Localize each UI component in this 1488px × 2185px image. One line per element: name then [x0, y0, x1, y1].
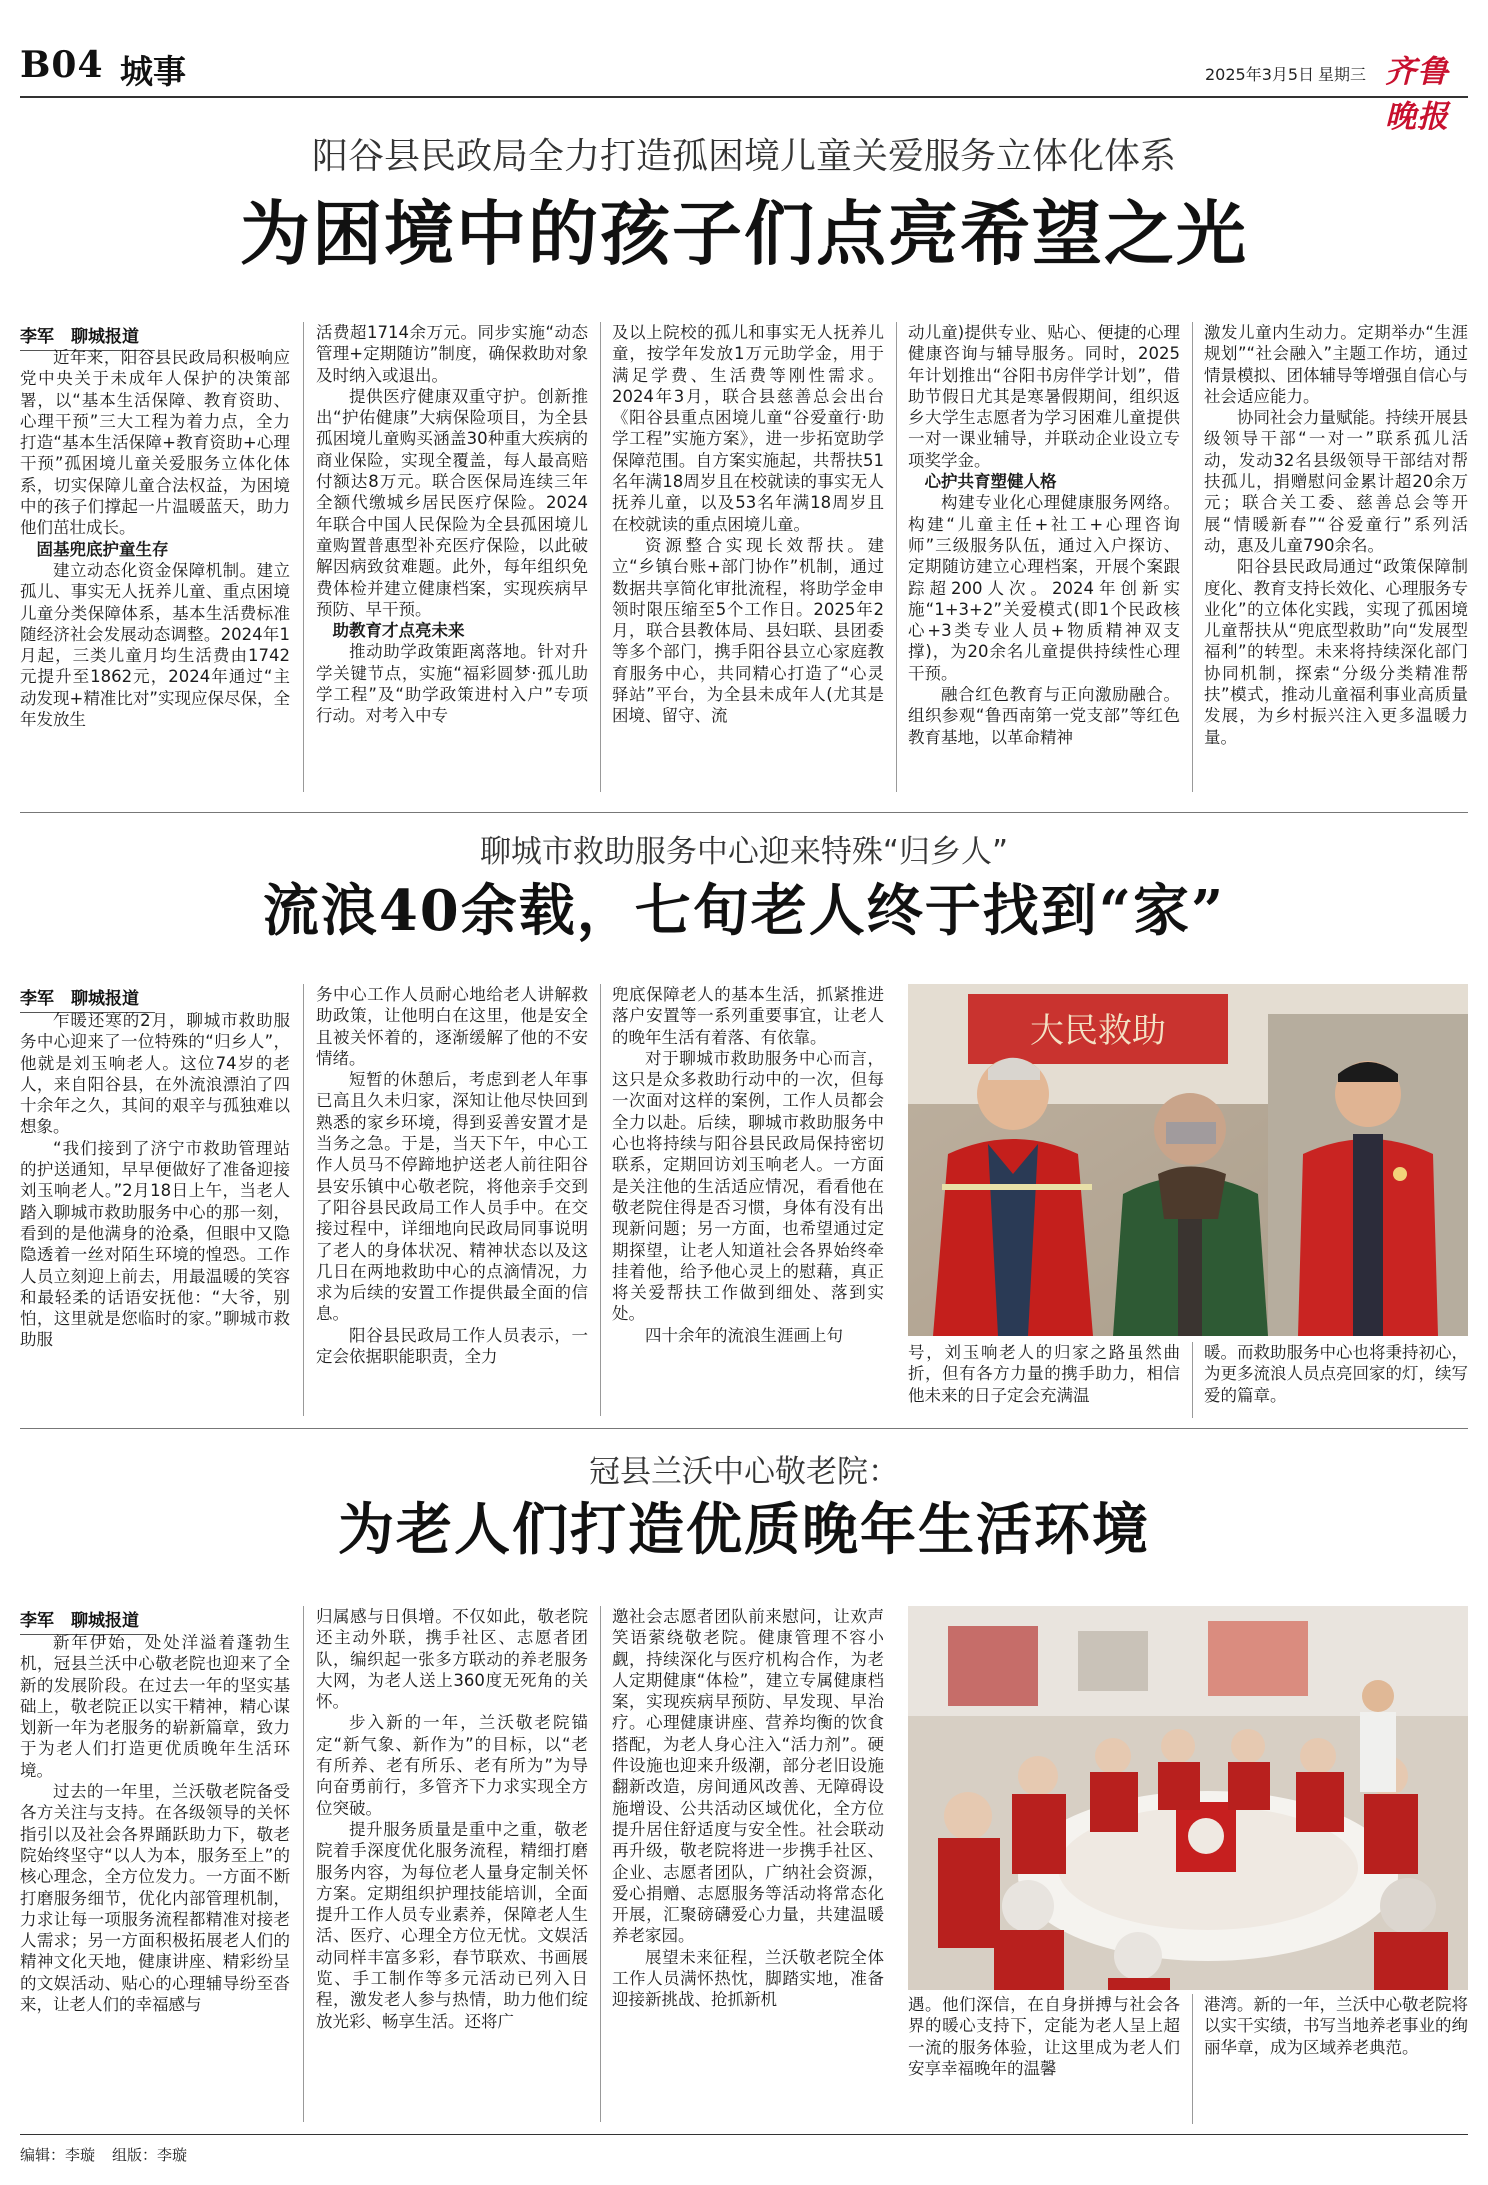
body-paragraph: 暖。而救助服务中心也将秉持初心，为更多流浪人员点亮回家的灯，续写爱的篇章。	[1204, 1343, 1468, 1405]
article2-column-1	[20, 1010, 290, 1420]
body-paragraph: 四十余年的流浪生涯画上句	[645, 1325, 843, 1345]
article2-byline: 李军 聊城报道	[20, 984, 155, 1013]
body-paragraph: 兜底保障老人的基本生活，抓紧推进落户安置等一系列重要事宜，让老人的晚年生活有着落、有依靠。	[612, 985, 884, 1047]
column-divider	[303, 984, 304, 1416]
body-paragraph: 号，刘玉响老人的归家之路虽然曲折，但有各方力量的携手助力，相信他未来的日子定会充满温	[908, 1343, 1180, 1405]
body-paragraph: 融合红色教育与正向激励融合。组织参观“鲁西南第一党支部”等红色教育基地，以革命精神	[908, 685, 1180, 747]
section-name: 城事	[120, 52, 186, 91]
section-subheading: 固基兜底护童生存	[36, 539, 169, 559]
body-paragraph: 动儿童)提供专业、贴心、便捷的心理健康咨询与辅导服务。同时，2025年计划推出“谷阳书房伴学计划”，借助节假日尤其是寒暑假期间，组织返乡大学生志愿者为学习困难儿童提供一对一课业辅导，并联动企业设立专项奖学金。	[908, 323, 1180, 470]
editor-credit: 编辑：李璇	[20, 2146, 96, 2164]
section-subheading: 心护共育塑健人格	[924, 472, 1057, 492]
column-divider	[600, 322, 601, 792]
article-separator	[20, 812, 1468, 813]
article3-column-2	[316, 1606, 588, 2128]
article3-headline: 为老人们打造优质晚年生活环境	[338, 1497, 1150, 1563]
body-paragraph: 步入新的一年，兰沃敬老院锚定“新气象、新作为”的目标，以“老有所养、老有所乐、老有所为”为导向奋勇前行，多管齐下力求实现全方位突破。	[316, 1713, 588, 1818]
photo-sign-text: 大民救助	[1030, 1011, 1166, 1051]
body-paragraph: 协同社会力量赋能。持续开展县级领导干部“一对一”联系孤儿活动，发动32名县级领导干部结对帮扶孤儿，捐赠慰问金累计超20余万元；联合关工委、慈善总会等开展“情暖新春”“谷爱童行”系列活动，惠及儿童790余名。	[1204, 408, 1468, 555]
body-paragraph: 提升服务质量是重中之重，敬老院着手深度优化服务流程，精细打磨服务内容，为每位老人量身定制关怀方案。定期组织护理技能培训，全面提升工作人员专业素养，保障老人生活、医疗、心理全方位无忧。文娱活动同样丰富多彩，春节联欢、书画展览、手工制作等多元活动已列入日程，激发老人参与热情，助力他们绽放光彩、畅享生活。还将广	[316, 1819, 588, 2031]
body-paragraph: 港湾。新的一年，兰沃中心敬老院将以实干实绩，书写当地养老事业的绚丽华章，成为区域养老典范。	[1204, 1995, 1468, 2057]
article1-kicker: 阳谷县民政局全力打造孤困境儿童关爱服务立体化体系	[311, 136, 1176, 177]
body-paragraph: 激发儿童内生动力。定期举办“生涯规划”“社会融入”主题工作坊，通过情景模拟、团体辅导等增强自信心与社会适应能力。	[1204, 323, 1468, 406]
body-paragraph: 及以上院校的孤儿和事实无人抚养儿童，按学年发放1万元助学金，用于满足学费、生活费等刚性需求。2024年3月，联合县慈善总会出台《阳谷县重点困境儿童“谷爱童行·助学工程”实施方案》，进一步拓宽助学保障范围。自方案实施起，共帮扶51名年满18周岁且在校就读的事实无人抚养儿童，以及53名年满18周岁且在校就读的重点困境儿童。	[612, 323, 884, 534]
body-paragraph: 过去的一年里，兰沃敬老院备受各方关注与支持。在各级领导的关怀指引以及社会各界踊跃助力下，敬老院始终坚守“以人为本，服务至上”的核心理念，全方位发力。一方面不断打磨服务细节，优化内部管理机制，力求让每一项服务流程都精准对接老人需求；另一方面积极拓展老人们的精神文化天地，健康讲座、精彩纷呈的文娱活动、贴心的心理辅导纷至沓来，让老人们的幸福感与	[20, 1782, 290, 2015]
issue-weekday: 星期三	[1318, 65, 1367, 84]
article2-column-5	[1204, 1342, 1468, 1420]
article3-column-3	[612, 1606, 884, 2128]
article2-column-2	[316, 984, 588, 1420]
body-paragraph: 提供医疗健康双重守护。创新推出“护佑健康”大病保险项目，为全县孤困境儿童购买涵盖30种重大疾病的商业保险，实现全覆盖，每人最高赔付额达8万元。联合医保局连续三年全额代缴城乡居民医疗保险。2024年联合中国人民保险为全县孤困境儿童购置普惠型补充医疗保险，以此破解因病致贫难题。此外，每年组织免费体检并建立健康档案，实现疾病早预防、早干预。	[316, 386, 588, 619]
column-divider	[1192, 322, 1193, 792]
article1-column-2	[316, 322, 588, 802]
rescue-center-photo	[908, 984, 1468, 1336]
column-divider	[896, 322, 897, 792]
column-divider	[303, 1606, 304, 2122]
body-paragraph: 建立动态化资金保障机制。建立孤儿、事实无人抚养儿童、重点困境儿童分类保障体系，基本生活费标准随经济社会发展动态调整。2024年1月起，三类儿童月均生活费由1742元提升至1862元，2024年通过“主动发现+精准比对”实现应保尽保，全年发放生	[20, 560, 290, 730]
layout-credit: 组版：李璇	[112, 2146, 188, 2164]
page-number: B04	[20, 44, 104, 86]
body-paragraph: 活费超1714余万元。同步实施“动态管理+定期随访”制度，确保救助对象及时纳入或退出。	[316, 323, 588, 385]
body-paragraph: 构建专业化心理健康服务网络。构建“儿童主任+社工+心理咨询师”三级服务队伍，通过入户探访、定期随访建立心理档案，开展个案跟踪超200人次。2024年创新实施“1+3+2”关爱模式(即1个民政核心+3类专业人员+物质精神双支撑)，为20余名儿童提供持续性心理干预。	[908, 493, 1180, 683]
article3-kicker: 冠县兰沃中心敬老院：	[589, 1454, 899, 1490]
article2-headline: 流浪40余载，七旬老人终于找到“家”	[262, 878, 1226, 944]
body-paragraph: 邀社会志愿者团队前来慰问，让欢声笑语萦绕敬老院。健康管理不容小觑，持续深化与医疗机构合作，为老人定期健康“体检”，建立专属健康档案，实现疾病早预防、早发现、早治疗。心理健康讲座、营养均衡的饮食搭配，为老人身心注入“活力剂”。硬件设施也迎来升级潮，部分老旧设施翻新改造，房间通风改善、无障碍设施增设、公共活动区域优化，全方位提升居住舒适度与安全性。社会联动再升级，敬老院将进一步携手社区、企业、志愿者团队，广纳社会资源，爱心捐赠、志愿服务等活动将常态化开展，汇聚磅礴爱心力量，共建温暖养老家园。	[612, 1607, 884, 1946]
body-paragraph: 遇。他们深信，在自身拼搏与社会各界的暖心支持下，定能为老人呈上超一流的服务体验，让这里成为老人们安享幸福晚年的温馨	[908, 1995, 1180, 2078]
column-divider	[1192, 1342, 1193, 1418]
body-paragraph: 新年伊始，处处洋溢着蓬勃生机，冠县兰沃中心敬老院也迎来了全新的发展阶段。在过去一年的坚实基础上，敬老院正以实干精神，精心谋划新一年为老服务的崭新篇章，致力于为老人们打造更优质晚年生活环境。	[20, 1633, 290, 1780]
article3-column-1	[20, 1632, 290, 2128]
article1-byline: 李军 聊城报道	[20, 322, 155, 351]
newspaper-logo: 齐鲁晚报	[1385, 54, 1449, 135]
body-paragraph: 近年来，阳谷县民政局积极响应党中央关于未成年人保护的决策部署，以“基本生活保障、教育资助、心理干预”三大工程为着力点，全力打造“基本生活保障+教育资助+心理干预”孤困境儿童关爱服务立体化体系，切实保障儿童合法权益，为困境中的孩子们撑起一片温暖蓝天，助力他们茁壮成长。	[20, 348, 290, 538]
body-paragraph: 短暂的休憩后，考虑到老人年事已高且久未归家，深知让他尽快回到熟悉的家乡环境，得到妥善安置才是当务之急。于是，当天下午，中心工作人员马不停蹄地护送老人前往阳谷县安乐镇中心敬老院，将他亲手交到了阳谷县民政局工作人员手中。在交接过程中，详细地向民政局同事说明了老人的身体状况、精神状态以及这几日在两地救助中心的点滴情况，力求为后续的安置工作提供最全面的信息。	[316, 1070, 588, 1324]
masthead-divider	[20, 96, 1468, 98]
body-paragraph: 推动助学政策距离落地。针对升学关键节点，实施“福彩圆梦·孤儿助学工程”及“助学政策进村入户”专项行动。对考入中专	[316, 642, 588, 726]
column-divider	[600, 984, 601, 1416]
body-paragraph: 对于聊城市救助服务中心而言，这只是众多救助行动中的一次，但每一次面对这样的案例，工作人员都会全力以赴。后续，聊城市救助服务中心也将持续与阳谷县民政局保持密切联系，定期回访刘玉响老人。一方面是关注他的生活适应情况，看看他在敬老院住得是否习惯，身体有没有出现新问题；另一方面，也希望通过定期探望，让老人知道社会各界始终牵挂着他，给予他心灵上的慰藉，真正将关爱帮扶工作做到细处、落到实处。	[612, 1048, 884, 1324]
article1-column-5	[1204, 322, 1468, 802]
issue-date: 2025年3月5日	[1205, 65, 1315, 84]
body-paragraph: 展望未来征程，兰沃敬老院全体工作人员满怀热忱，脚踏实地，准备迎接新挑战、抢抓新机	[612, 1947, 884, 2010]
body-paragraph: 乍暖还寒的2月，聊城市救助服务中心迎来了一位特殊的“归乡人”，他就是刘玉响老人。这位74岁的老人，来自阳谷县，在外流浪漂泊了四十余年之久，其间的艰辛与孤独难以想象。	[20, 1011, 290, 1137]
body-paragraph: 资源整合实现长效帮扶。建立“乡镇台账+部门协作”机制，通过数据共享简化审批流程，将助学金申领时限压缩至5个工作日。2025年2月，联合县教体局、县妇联、县团委等多个部门，携手阳谷县立心家庭教育服务中心，共同精心打造了“心灵驿站”平台，为全县未成年人(尤其是困境、留守、流	[612, 535, 884, 726]
masthead	[20, 28, 1468, 135]
column-divider	[1192, 1994, 1193, 2124]
body-paragraph: 务中心工作人员耐心地给老人讲解救助政策，让他明白在这里，他是安全且被关怀着的，逐渐缓解了他的不安情绪。	[316, 985, 588, 1068]
article1-column-1	[20, 347, 290, 802]
footer-divider	[20, 2134, 1468, 2135]
nursing-home-photo	[908, 1606, 1468, 1990]
article-separator	[20, 1428, 1468, 1429]
article1-headline: 为困境中的孩子们点亮希望之光	[240, 192, 1248, 275]
body-paragraph: 归属感与日俱增。不仅如此，敬老院还主动外联，携手社区、志愿者团队，编织起一张多方联动的养老服务大网，为老人送上360度无死角的关怀。	[316, 1607, 588, 1712]
body-paragraph: 阳谷县民政局工作人员表示，一定会依据职能职责，全力	[316, 1325, 588, 1367]
section-subheading: 助教育才点亮未来	[332, 621, 465, 641]
column-divider	[600, 1606, 601, 2122]
column-divider	[303, 322, 304, 792]
body-paragraph: 阳谷县民政局通过“政策保障制度化、教育支持长效化、心理服务专业化”的立体化实践，实现了孤困境儿童帮扶从“兜底型救助”向“发展型福利”的转型。未来将持续深化部门协同机制，探索“分级分类精准帮扶”模式，推动儿童福利事业高质量发展，为乡村振兴注入更多温暖力量。	[1204, 557, 1468, 747]
article2-kicker: 聊城市救助服务中心迎来特殊“归乡人”	[479, 834, 1009, 870]
article1-column-4	[908, 322, 1180, 802]
article3-byline: 李军 聊城报道	[20, 1606, 155, 1635]
article2-column-4	[908, 1342, 1180, 1420]
article3-column-4	[908, 1994, 1180, 2128]
body-paragraph: “我们接到了济宁市救助管理站的护送通知，早早便做好了准备迎接刘玉响老人。”2月18日上午，当老人踏入聊城市救助服务中心的那一刻，看到的是他满身的沧桑，但眼中又隐隐透着一丝对陌生环境的惶恐。工作人员立刻迎上前去，用最温暖的笑容和最轻柔的话语安抚他：“大爷，别怕，这里就是您临时的家。”聊城市救助服	[20, 1138, 290, 1350]
article1-column-3	[612, 322, 884, 802]
article3-column-5	[1204, 1994, 1468, 2128]
article2-column-3	[612, 984, 884, 1420]
